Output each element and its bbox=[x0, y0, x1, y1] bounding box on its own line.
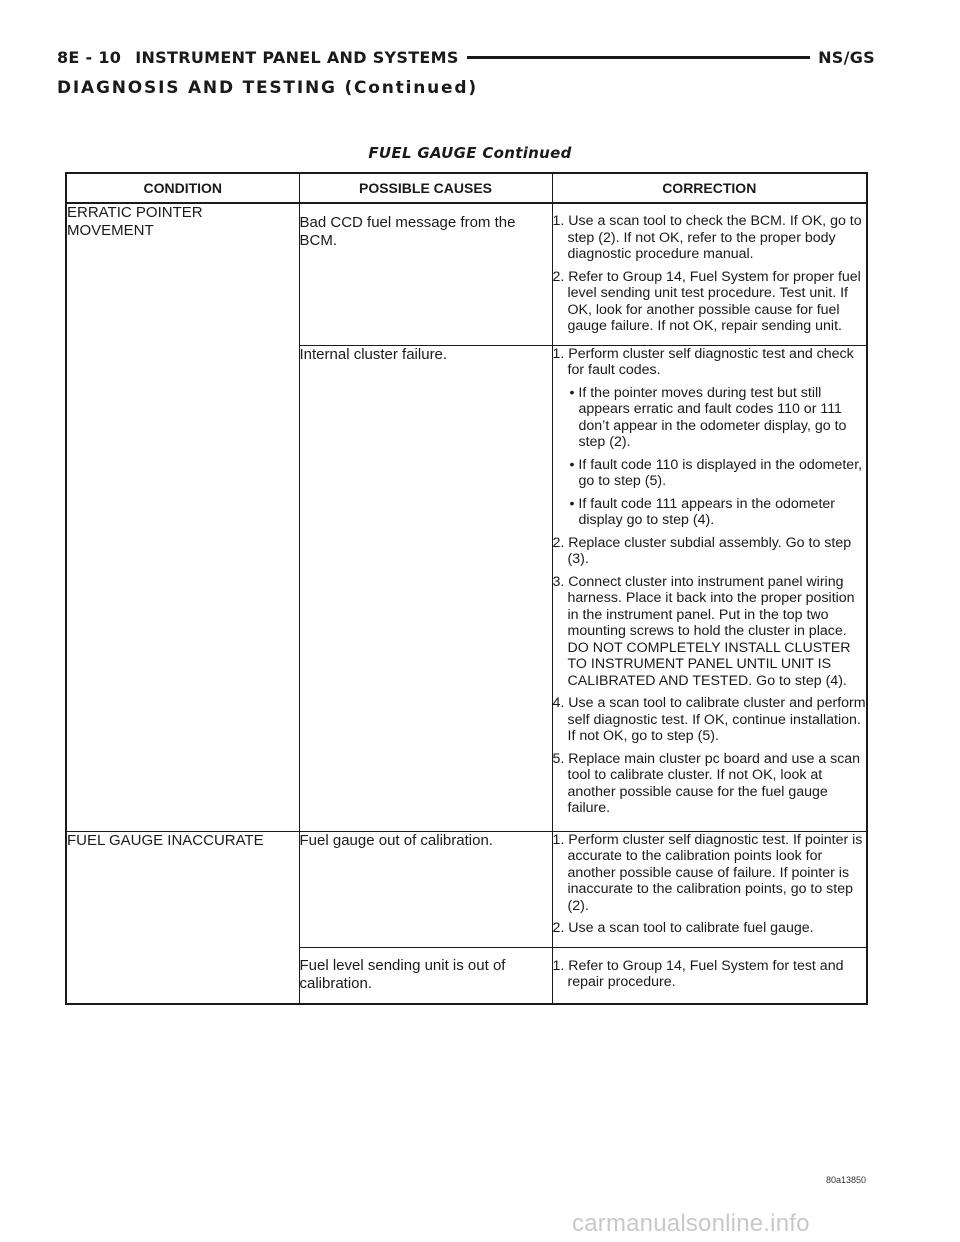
section-title: DIAGNOSIS AND TESTING (Continued) bbox=[57, 78, 478, 98]
condition-cell: ERRATIC POINTER MOVEMENT bbox=[67, 204, 203, 239]
correction-step: 1. Use a scan tool to check the BCM. If OK, go to step (2). If not OK, refer to the proper body diagnostic procedure manual. bbox=[552, 213, 862, 262]
table-title: FUEL GAUGE Continued bbox=[368, 144, 572, 162]
table-row bbox=[66, 203, 867, 345]
correction-step: 2. Refer to Group 14, Fuel System for proper fuel level sending unit test procedure. Test unit. If OK, look for another possible cause for fuel gauge failure. If not OK, repair sending unit. bbox=[552, 268, 861, 334]
correction-bullet: • If the pointer moves during test but still appears erratic and fault codes 110 or 111 don’t appear in the odometer display, go to step (2). bbox=[569, 384, 847, 450]
correction-bullet: • If fault code 111 appears in the odometer display go to step (4). bbox=[569, 495, 836, 528]
diagnosis-table bbox=[65, 172, 868, 1005]
page-header bbox=[57, 44, 875, 70]
correction-cell bbox=[552, 203, 867, 345]
correction-cell bbox=[552, 947, 867, 1004]
correction-step: 1. Refer to Group 14, Fuel System for test and repair procedure. bbox=[552, 957, 844, 990]
correction-step: 1. Perform cluster self diagnostic test and check for fault codes. bbox=[552, 345, 854, 378]
column-header-condition: CONDITION bbox=[66, 173, 299, 203]
cause-cell: Bad CCD fuel message from the BCM. bbox=[299, 203, 552, 345]
correction-cell bbox=[552, 345, 867, 831]
correction-bullet: • If fault code 110 is displayed in the odometer, go to step (5). bbox=[569, 456, 863, 489]
column-header-causes: POSSIBLE CAUSES bbox=[299, 173, 552, 203]
cause-cell: Fuel level sending unit is out of calibration. bbox=[299, 947, 552, 1004]
cause-cell: Fuel gauge out of calibration. bbox=[299, 831, 552, 947]
correction-step: 3. Connect cluster into instrument panel wiring harness. Place it back into the proper position in the instrument panel. Put in the top two mounting screws to hold the cluster in place. DO NOT COMPLETELY INSTALL CLUSTER TO INSTRUMENT PANEL UNTIL UNIT IS CALIBRATED AND TESTED. Go to step (4). bbox=[552, 573, 855, 689]
model-code: NS/GS bbox=[818, 47, 875, 67]
correction-step: 2. Replace cluster subdial assembly. Go to step (3). bbox=[552, 534, 852, 567]
header-rule bbox=[467, 56, 810, 59]
condition-cell: FUEL GAUGE INACCURATE bbox=[66, 831, 299, 1004]
column-header-correction: CORRECTION bbox=[552, 173, 867, 203]
table-header-row bbox=[66, 173, 867, 203]
correction-cell bbox=[552, 831, 867, 947]
correction-step: 5. Replace main cluster pc board and use a scan tool to calibrate cluster. If not OK, look at another possible cause for the fuel gauge failure. bbox=[552, 750, 861, 816]
figure-code: 80a13850 bbox=[826, 1175, 867, 1185]
correction-step: 2. Use a scan tool to calibrate fuel gauge. bbox=[552, 920, 814, 936]
cause-cell: Internal cluster failure. bbox=[299, 345, 552, 831]
header-title: INSTRUMENT PANEL AND SYSTEMS bbox=[135, 47, 459, 67]
correction-step: 4. Use a scan tool to calibrate cluster and perform self diagnostic test. If OK, continue installation. If not OK, go to step (5). bbox=[552, 695, 866, 744]
watermark: carmanualsonline.info bbox=[572, 1210, 810, 1237]
table-row bbox=[66, 831, 867, 947]
correction-step: 1. Perform cluster self diagnostic test. If pointer is accurate to the calibration points look for another possible cause of failure. If pointer is inaccurate to the calibration points, go to step (2). bbox=[552, 831, 863, 914]
page-number: 8E - 10 bbox=[57, 47, 122, 67]
